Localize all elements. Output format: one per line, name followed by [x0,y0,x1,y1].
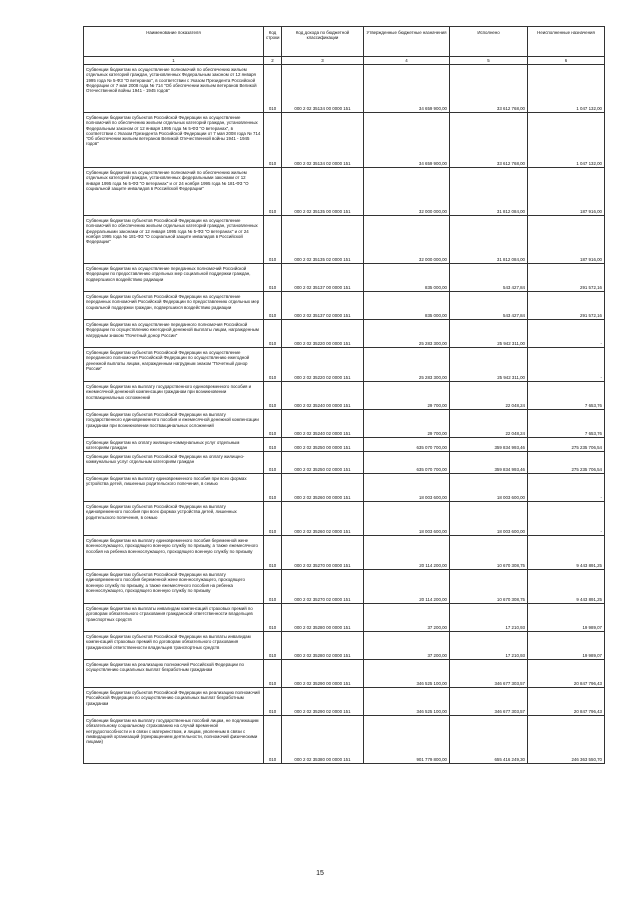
row-kbk: 000 2 02 35250 02 0000 151 [282,452,364,474]
table-row [84,688,605,716]
row-executed: 31 812 084,00 [450,168,528,216]
row-kbk: 000 2 02 35270 00 0000 151 [282,536,364,570]
row-approved: 346 525 100,00 [364,688,450,716]
table-row [84,716,605,764]
row-approved: 20 114 200,00 [364,536,450,570]
table-row [84,660,605,688]
row-approved: 25 283 300,00 [364,348,450,382]
table-row [84,292,605,320]
row-unexecuted: - [528,348,605,382]
row-name: Субвенции бюджетам субъектов Российской Федерации на осуществление переданного полномочия Российской Федерации по осуществлению ежегодной денежной выплаты лицам, награжденным нагрудным знаком "Почетный донор России" [84,348,264,382]
row-code: 010 [264,660,282,688]
table-row [84,474,605,502]
row-executed: 359 834 993,46 [450,438,528,452]
table-row [84,410,605,438]
row-code: 010 [264,438,282,452]
table-row [84,113,605,168]
row-code: 010 [264,716,282,764]
row-unexecuted: 20 847 796,43 [528,688,605,716]
table-row [84,438,605,452]
row-code: 010 [264,292,282,320]
row-code: 010 [264,113,282,168]
row-name: Субвенции бюджетам субъектов Российской Федерации на реализацию полномочий Российской Федерации по осуществлению социальных выплат безработным гражданам [84,688,264,716]
row-approved: 346 525 100,00 [364,660,450,688]
row-executed: 17 210,93 [450,604,528,632]
header-kbk: Код дохода по бюджетной классификации [282,27,364,57]
row-kbk: 000 2 02 35380 00 0000 151 [282,716,364,764]
row-kbk: 000 2 02 35137 00 0000 151 [282,264,364,292]
row-code: 010 [264,65,282,113]
row-name: Субвенции бюджетам на осуществление переданных полномочий Российской Федерации по предоставлению отдельных мер социальной поддержки граждан, подвергшихся воздействию радиации [84,264,264,292]
row-name: Субвенции бюджетам на выплаты инвалидам компенсаций страховых премий по договорам обязательного страхования гражданской ответственности владельцев транспортных средств [84,604,264,632]
row-kbk: 000 2 02 35220 02 0000 151 [282,348,364,382]
row-name: Субвенции бюджетам субъектов Российской Федерации на выплату единовременного пособия беременной жене военнослужащего, проходящего военную службу по призыву, а также ежемесячного пособия на ребенка военнослужащего, проходящего военную службу по призыву [84,570,264,604]
row-kbk: 000 2 02 35137 02 0000 151 [282,292,364,320]
row-unexecuted: 7 653,76 [528,382,605,410]
row-kbk: 000 2 02 35290 00 0000 151 [282,660,364,688]
row-name: Субвенции бюджетам субъектов Российской Федерации на осуществление полномочий по обеспечению жильем отдельных категорий граждан, установленных Федеральным законом от 12 января 1995 года № 5-ФЗ "О ветеранах", в соответствии с Указом Президента Российской Федерации от 7 мая 2008 года № 714 "Об обеспечении жильем ветеранов Великой Отечественной войны 1941 - 1945 годов" [84,113,264,168]
row-unexecuted: 291 572,16 [528,264,605,292]
row-kbk: 000 2 02 35290 02 0000 151 [282,688,364,716]
row-unexecuted: 9 443 891,25 [528,536,605,570]
row-code: 010 [264,348,282,382]
row-unexecuted: - [528,320,605,348]
column-number: 2 [264,57,282,65]
row-code: 010 [264,216,282,264]
row-unexecuted: - [528,502,605,536]
table-row [84,264,605,292]
row-executed: 543 427,84 [450,264,528,292]
table-row [84,216,605,264]
table-row [84,452,605,474]
row-unexecuted: 1 047 132,00 [528,65,605,113]
column-number: 5 [450,57,528,65]
row-kbk: 000 2 02 35260 00 0000 151 [282,474,364,502]
row-kbk: 000 2 02 35280 02 0000 151 [282,632,364,660]
row-executed: 18 003 600,00 [450,474,528,502]
row-approved: 635 070 700,00 [364,452,450,474]
row-name: Субвенции бюджетам на выплату единовременного пособия беременной жене военнослужащего, проходящего военную службу по призыву, а также ежемесячного пособия на ребенка военнослужащего, проходящего военную службу по призыву [84,536,264,570]
row-approved: 37 200,00 [364,604,450,632]
table-row [84,536,605,570]
page-number: 15 [316,870,324,877]
column-number-row [84,57,605,65]
header-code: Код строки [264,27,282,57]
row-executed: 31 812 084,00 [450,216,528,264]
column-number: 4 [364,57,450,65]
row-executed: 543 427,84 [450,292,528,320]
row-code: 010 [264,632,282,660]
row-kbk: 000 2 02 35135 00 0000 151 [282,168,364,216]
row-kbk: 000 2 02 35280 00 0000 151 [282,604,364,632]
row-executed: 10 670 308,75 [450,570,528,604]
budget-execution-table [83,26,605,764]
table-row [84,348,605,382]
column-number: 1 [84,57,264,65]
row-approved: 18 003 600,00 [364,474,450,502]
row-kbk: 000 2 02 35135 02 0000 151 [282,216,364,264]
table-row [84,502,605,536]
row-name: Субвенции бюджетам на осуществление полномочий по обеспечению жильем отдельных категорий граждан, установленных федеральными законами от 12 января 1995 года № 5-ФЗ "О ветеранах" и от 24 ноября 1995 года № 181-ФЗ "О социальной защите инвалидов в Российской Федерации" [84,168,264,216]
table-row [84,604,605,632]
row-name: Субвенции бюджетам на реализацию полномочий Российской Федерации по осуществлению социальных выплат безработным гражданам [84,660,264,688]
row-kbk: 000 2 02 35220 00 0000 151 [282,320,364,348]
row-approved: 20 114 200,00 [364,570,450,604]
row-name: Субвенции бюджетам на выплату единовременного пособия при всех формах устройства детей, лишенных родительского попечения, в семью [84,474,264,502]
row-unexecuted: 7 653,76 [528,410,605,438]
row-executed: 346 677 303,57 [450,660,528,688]
table-row [84,570,605,604]
row-name: Субвенции бюджетам субъектов Российской Федерации на выплаты инвалидам компенсаций страховых премий по договорам обязательного страхования гражданской ответственности владельцев транспортных средств [84,632,264,660]
row-executed: 22 048,24 [450,410,528,438]
row-approved: 18 003 600,00 [364,502,450,536]
table-row [84,168,605,216]
row-executed: 10 670 308,75 [450,536,528,570]
row-approved: 29 700,00 [364,382,450,410]
row-unexecuted: - [528,474,605,502]
row-unexecuted: 20 847 796,43 [528,660,605,688]
header-executed: Исполнено [450,27,528,57]
row-approved: 37 200,00 [364,632,450,660]
table-row [84,65,605,113]
row-code: 010 [264,570,282,604]
column-number: 3 [282,57,364,65]
row-code: 010 [264,382,282,410]
row-code: 010 [264,264,282,292]
row-name: Субвенции бюджетам на выплату государственного единовременного пособия и ежемесячной денежной компенсации гражданам при возникновении поствакцинальных осложнений [84,382,264,410]
row-kbk: 000 2 02 35134 00 0000 151 [282,65,364,113]
row-code: 010 [264,452,282,474]
row-executed: 25 942 311,00 [450,320,528,348]
table-header-row [84,27,605,57]
row-approved: 835 000,00 [364,264,450,292]
row-unexecuted: 275 235 706,54 [528,452,605,474]
table-row [84,320,605,348]
row-name: Субвенции бюджетам на осуществление переданного полномочия Российской Федерации по осуществлению ежегодной денежной выплаты лицам, награжденным нагрудным знаком "Почетный донор России" [84,320,264,348]
row-executed: 18 003 600,00 [450,502,528,536]
row-executed: 17 210,93 [450,632,528,660]
header-unexecuted: Неисполненные назначения [528,27,605,57]
row-approved: 901 779 800,00 [364,716,450,764]
row-code: 010 [264,168,282,216]
row-kbk: 000 2 02 35260 02 0000 151 [282,502,364,536]
row-code: 010 [264,688,282,716]
row-code: 010 [264,604,282,632]
row-approved: 29 700,00 [364,410,450,438]
row-approved: 32 000 000,00 [364,168,450,216]
row-executed: 33 612 768,00 [450,113,528,168]
row-code: 010 [264,474,282,502]
row-name: Субвенции бюджетам субъектов Российской Федерации на осуществление переданных полномочий Российской Федерации по предоставлению отдельных мер социальной поддержки граждан, подвергшихся воздействию радиации [84,292,264,320]
row-unexecuted: 246 363 550,70 [528,716,605,764]
row-unexecuted: 275 235 706,54 [528,438,605,452]
row-code: 010 [264,410,282,438]
row-name: Субвенции бюджетам на осуществление полномочий по обеспечению жильем отдельных категорий граждан, установленных Федеральным законом от 12 января 1995 года № 5-ФЗ "О ветеранах", в соответствии с Указом Президента Российской Федерации от 7 мая 2008 года № 714 "Об обеспечении жильем ветеранов Великой Отечественной войны 1941 - 1945 годов" [84,65,264,113]
row-unexecuted: 187 916,00 [528,168,605,216]
row-name: Субвенции бюджетам субъектов Российской Федерации на оплату жилищно-коммунальных услуг отдельным категориям граждан [84,452,264,474]
column-number: 6 [528,57,605,65]
row-approved: 34 659 900,00 [364,113,450,168]
row-approved: 25 283 300,00 [364,320,450,348]
report-sheet [83,26,604,764]
row-approved: 32 000 000,00 [364,216,450,264]
row-executed: 25 942 311,00 [450,348,528,382]
row-unexecuted: 9 443 891,25 [528,570,605,604]
row-approved: 635 070 700,00 [364,438,450,452]
row-executed: 655 416 249,30 [450,716,528,764]
header-approved: Утвержденные бюджетные назначения [364,27,450,57]
row-name: Субвенции бюджетам на выплату государственных пособий лицам, не подлежащим обязательному социальному страхованию на случай временной нетрудоспособности и в связи с материнством, и лицам, уволенным в связи с ликвидацией организаций (прекращением деятельности, полномочий физическими лицами) [84,716,264,764]
row-code: 010 [264,320,282,348]
row-name: Субвенции бюджетам субъектов Российской Федерации на осуществление полномочий по обеспечению жильем отдельных категорий граждан, установленных федеральными законами от 12 января 1995 года № 5-ФЗ "О ветеранах" и от 24 ноября 1995 года № 181-ФЗ "О социальной защите инвалидов в Российской Федерации" [84,216,264,264]
row-executed: 22 048,24 [450,382,528,410]
table-row [84,382,605,410]
row-executed: 33 612 768,00 [450,65,528,113]
row-unexecuted: 187 916,00 [528,216,605,264]
row-approved: 835 000,00 [364,292,450,320]
row-name: Субвенции бюджетам субъектов Российской Федерации на выплату государственного единовременного пособия и ежемесячной денежной компенсации гражданам при возникновении поствакцинальных осложнений [84,410,264,438]
row-name: Субвенции бюджетам субъектов Российской Федерации на выплату единовременного пособия при всех формах устройства детей, лишенных родительского попечения, в семью [84,502,264,536]
row-unexecuted: 1 047 132,00 [528,113,605,168]
row-executed: 359 834 993,46 [450,452,528,474]
header-name: Наименование показателя [84,27,264,57]
row-code: 010 [264,502,282,536]
row-kbk: 000 2 02 35240 00 0000 151 [282,382,364,410]
row-code: 010 [264,536,282,570]
row-unexecuted: 19 989,07 [528,604,605,632]
row-kbk: 000 2 02 35240 02 0000 151 [282,410,364,438]
row-kbk: 000 2 02 35134 02 0000 151 [282,113,364,168]
row-unexecuted: 291 572,16 [528,292,605,320]
table-row [84,632,605,660]
row-name: Субвенции бюджетам на оплату жилищно-коммунальных услуг отдельным категориям граждан [84,438,264,452]
row-unexecuted: 19 989,07 [528,632,605,660]
row-kbk: 000 2 02 35270 02 0000 151 [282,570,364,604]
row-kbk: 000 2 02 35250 00 0000 151 [282,438,364,452]
row-executed: 346 677 303,57 [450,688,528,716]
row-approved: 34 659 900,00 [364,65,450,113]
